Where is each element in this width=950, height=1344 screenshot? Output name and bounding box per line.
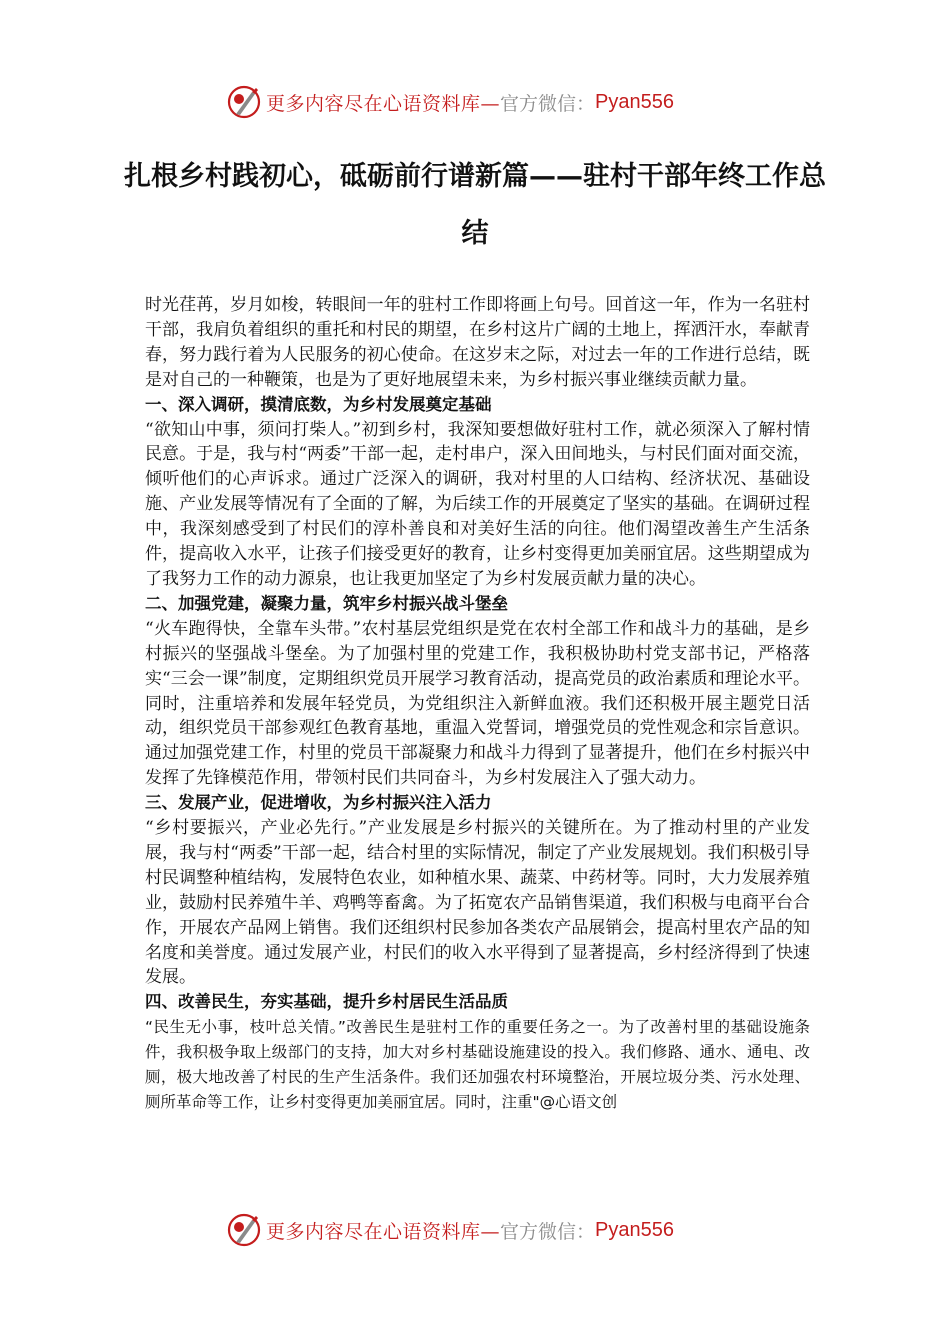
section-paragraph: “火车跑得快，全靠车头带。”农村基层党组织是党在农村全部工作和战斗力的基础，是乡村振兴的坚强战斗堡垒。为了加强村里的党建工作，我积极协助村党支部书记，严格落实“三会一课”制度，定期组织党员开展学习教育活动，提高党员的政治素质和理论水平。同时，注重培养和发展年轻党员，为党组织注入新鲜血液。我们还积极开展主题党日活动，组织党员干部参观红色教育基地，重温入党誓词，增强党员的党性观念和宗旨意识。通过加强党建工作，村里的党员干部凝聚力和战斗力得到了显著提升，他们在乡村振兴中发挥了先锋模范作用，带领村民们共同奋斗，为乡村发展注入了强大动力。 (145, 618, 810, 789)
section-paragraph: “民生无小事，枝叶总关情。”改善民生是驻村工作的重要任务之一。为了改善村里的基础设施条件，我积极争取上级部门的支持，加大对乡村基础设施建设的投入。我们修路、通水、通电、改厕，极大地改善了村民的生产生活条件。我们还加强农村环境整治，开展垃圾分类、污水处理、厕所革命等工作，让乡村变得更加美丽宜居。同时，注重"@心语文创 (145, 1018, 810, 1111)
banner-text: 更多内容尽在心语资料库— (266, 92, 501, 115)
banner-wechat-label: 官方微信： (500, 92, 596, 115)
document-body (145, 293, 810, 1115)
footer-banner (226, 1210, 746, 1250)
banner-text: 更多内容尽在心语资料库— (266, 1220, 501, 1243)
section-heading: 二、加强党建，凝聚力量，筑牢乡村振兴战斗堡垒 (145, 593, 508, 613)
section-paragraph: “乡村要振兴，产业必先行。”产业发展是乡村振兴的关键所在。为了推动村里的产业发展，我与村“两委”干部一起，结合村里的实际情况，制定了产业发展规划。我们积极引导村民调整种植结构，发展特色农业，如种植水果、蔬菜、中药材等。同时，大力发展养殖业，鼓励村民养殖牛羊、鸡鸭等畜禽。为了拓宽农产品销售渠道，我们积极与电商平台合作，开展农产品网上销售。我们还组织村民参加各类农产品展销会，提高村里农产品的知名度和美誉度。通过发展产业，村民们的收入水平得到了显著提高，乡村经济得到了快速发展。 (145, 818, 810, 988)
banner-wechat-id: Pyan556 (595, 90, 674, 113)
intro-paragraph: 时光荏苒，岁月如梭，转眼间一年的驻村工作即将画上句号。回首这一年，作为一名驻村干部，我肩负着组织的重托和村民的期望，在乡村这片广阔的土地上，挥洒汗水，奉献青春，努力践行着为人民服务的初心使命。在这岁末之际，对过去一年的工作进行总结，既是对自己的一种鞭策，也是为了更好地展望未来，为乡村振兴事业继续贡献力量。 (145, 295, 810, 390)
section-paragraph: “欲知山中事，须问打柴人。”初到乡村，我深知要想做好驻村工作，就必须深入了解村情民意。于是，我与村“两委”干部一起，走村串户，深入田间地头，与村民们面对面交流，倾听他们的心声诉求。通过广泛深入的调研，我对村里的人口结构、经济状况、基础设施、产业发展等情况有了全面的了解，为后续工作的开展奠定了坚实的基础。在调研过程中，我深刻感受到了村民们的淳朴善良和对美好生活的向往。他们渴望改善生产生活条件，提高收入水平，让孩子们接受更好的教育，让乡村变得更加美丽宜居。这些期望成为了我努力工作的动力源泉，也让我更加坚定了为乡村发展贡献力量的决心。 (145, 419, 810, 589)
section-heading: 四、改善民生，夯实基础，提升乡村居民生活品质 (145, 992, 508, 1012)
pen-logo-icon (226, 84, 262, 120)
document-title: 扎根乡村践初心，砥砺前行谱新篇——驻村干部年终工作总结 (124, 161, 826, 249)
banner-wechat-label: 官方微信： (500, 1220, 596, 1243)
banner-wechat-id: Pyan556 (595, 1218, 674, 1241)
section-heading: 一、深入调研，摸清底数，为乡村发展奠定基础 (145, 394, 492, 414)
section-heading: 三、发展产业，促进增收，为乡村振兴注入活力 (145, 793, 492, 813)
pen-logo-icon (226, 1212, 262, 1248)
header-banner (226, 82, 746, 122)
